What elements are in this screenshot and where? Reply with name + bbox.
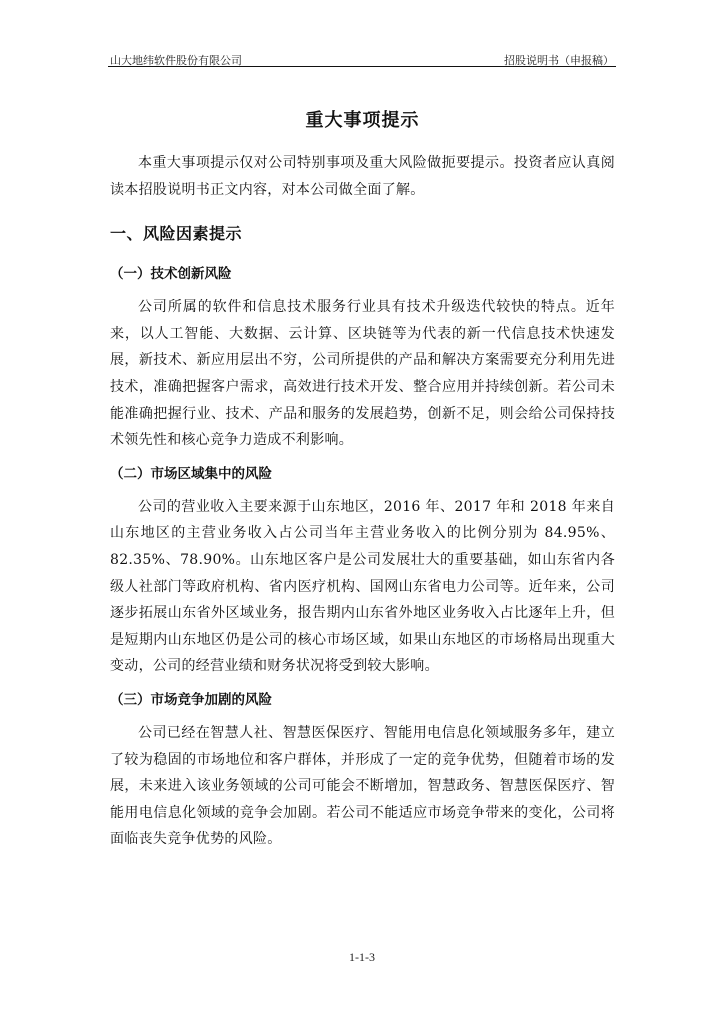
risk-heading-competition: （三）市场竞争加剧的风险 <box>110 691 272 708</box>
header-divider <box>108 66 616 67</box>
header-document-type: 招股说明书（申报稿） <box>504 54 614 67</box>
section-heading-risk-factors: 一、风险因素提示 <box>110 224 243 244</box>
intro-paragraph: 本重大事项提示仅对公司特别事项及重大风险做扼要提示。投资者应认真阅读本招股说明书正文内容，对本公司做全面了解。 <box>110 155 615 198</box>
risk-paragraph-tech-innovation: 公司所属的软件和信息技术服务行业具有技术升级迭代较快的特点。近年来，以人工智能、大数据、云计算、区块链等为代表的新一代信息技术快速发展，新技术、新应用层出不穷，公司所提供的产品和解决方案需要充分利用先进技术，准确把握客户需求，高效进行技术开发、整合应用并持续创新。若公司未能准确把握行业、技术、产品和服务的发展趋势，创新不足，则会给公司保持技术领先性和核心竞争力造成不利影响。 <box>110 299 615 449</box>
risk-paragraph-market-concentration: 公司的营业收入主要来源于山东地区，2016 年、2017 年和 2018 年来自山东地区的主营业务收入占公司当年主营业务收入的比例分别为 84.95%、82.35%、78.90%。山东地区客户是公司发展壮大的重要基础，如山东省内各级人社部门等政府机构、省内医疗机构、国网山东省电力公司等。近年来，公司逐步拓展山东省外区域业务，报告期内山东省外地区业务收入占比逐年上升，但是短期内山东地区仍是公司的核心市场区域，如果山东地区的市场格局出现重大变动，公司的经营业绩和财务状况将受到较大影响。 <box>110 498 615 675</box>
document-body <box>110 100 615 860</box>
risk-heading-market-concentration: （二）市场区域集中的风险 <box>110 465 272 482</box>
page-number: 1-1-3 <box>349 950 375 964</box>
risk-heading-tech-innovation: （一）技术创新风险 <box>110 266 232 283</box>
risk-paragraph-competition: 公司已经在智慧人社、智慧医保医疗、智能用电信息化领域服务多年，建立了较为稳固的市场地位和客户群体，并形成了一定的竞争优势，但随着市场的发展，未来进入该业务领域的公司可能会不断增加，智慧政务、智慧医保医疗、智能用电信息化领域的竞争会加剧。若公司不能适应市场竞争带来的变化，公司将面临丧失竞争优势的风险。 <box>110 724 615 848</box>
header-company-name: 山大地纬软件股份有限公司 <box>110 54 242 67</box>
page-title: 重大事项提示 <box>305 110 420 131</box>
page-header <box>108 48 616 68</box>
